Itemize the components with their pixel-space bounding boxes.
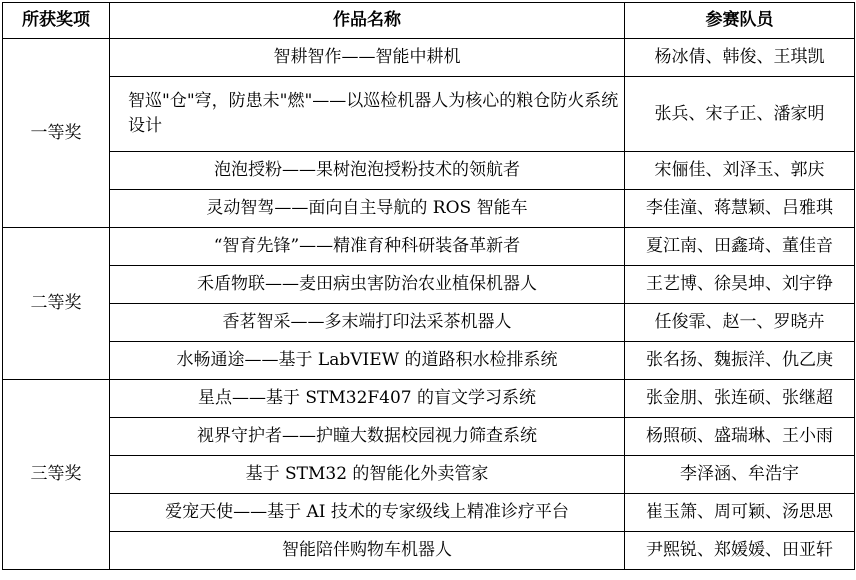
team-members: 张兵、宋子正、潘家明	[625, 77, 855, 152]
table-row	[3, 228, 855, 266]
table-row	[3, 456, 855, 494]
table-row	[3, 494, 855, 532]
work-title: 视界守护者——护瞳大数据校园视力筛查系统	[110, 418, 625, 456]
work-title: 爱宠天使——基于 AI 技术的专家级线上精准诊疗平台	[110, 494, 625, 532]
table-row	[3, 152, 855, 190]
team-members: 杨冰倩、韩俊、王琪凯	[625, 39, 855, 77]
team-members: 李泽涵、牟浩宇	[625, 456, 855, 494]
team-members: 张名扬、魏振洋、仇乙庚	[625, 342, 855, 380]
header-prize: 所获奖项	[3, 3, 110, 39]
table-row	[3, 77, 855, 152]
work-title: 水畅通途——基于 LabVIEW 的道路积水检排系统	[110, 342, 625, 380]
work-title: 星点——基于 STM32F407 的盲文学习系统	[110, 380, 625, 418]
work-title: 智耕智作——智能中耕机	[110, 39, 625, 77]
work-title: 灵动智驾——面向自主导航的 ROS 智能车	[110, 190, 625, 228]
work-title: “智育先锋”——精准育种科研装备革新者	[110, 228, 625, 266]
work-title: 智巡"仓"穹，防患未"燃"——以巡检机器人为核心的粮仓防火系统设计	[110, 77, 625, 152]
table-row	[3, 418, 855, 456]
work-title: 禾盾物联——麦田病虫害防治农业植保机器人	[110, 266, 625, 304]
table-row	[3, 190, 855, 228]
table-row	[3, 304, 855, 342]
prize-level: 一等奖	[3, 39, 110, 228]
team-members: 王艺博、徐昊坤、刘宇铮	[625, 266, 855, 304]
work-title: 智能陪伴购物车机器人	[110, 532, 625, 570]
team-members: 任俊霏、赵一、罗晓卉	[625, 304, 855, 342]
table-row	[3, 380, 855, 418]
work-title: 基于 STM32 的智能化外卖管家	[110, 456, 625, 494]
work-title: 香茗智采——多末端打印法采茶机器人	[110, 304, 625, 342]
table-row	[3, 39, 855, 77]
table-row	[3, 266, 855, 304]
header-team: 参赛队员	[625, 3, 855, 39]
table-row	[3, 342, 855, 380]
prize-level: 三等奖	[3, 380, 110, 570]
prize-level: 二等奖	[3, 228, 110, 380]
team-members: 崔玉箫、周可颖、汤思思	[625, 494, 855, 532]
work-title: 泡泡授粉——果树泡泡授粉技术的领航者	[110, 152, 625, 190]
team-members: 张金朋、张连硕、张继超	[625, 380, 855, 418]
header-work: 作品名称	[110, 3, 625, 39]
awards-table	[2, 2, 855, 570]
team-members: 杨照硕、盛瑞琳、王小雨	[625, 418, 855, 456]
team-members: 夏江南、田鑫琦、董佳音	[625, 228, 855, 266]
header-row	[3, 3, 855, 39]
team-members: 宋俪佳、刘泽玉、郭庆	[625, 152, 855, 190]
table-row	[3, 532, 855, 570]
team-members: 尹熙锐、郑媛媛、田亚轩	[625, 532, 855, 570]
team-members: 李佳潼、蒋慧颖、吕雅琪	[625, 190, 855, 228]
